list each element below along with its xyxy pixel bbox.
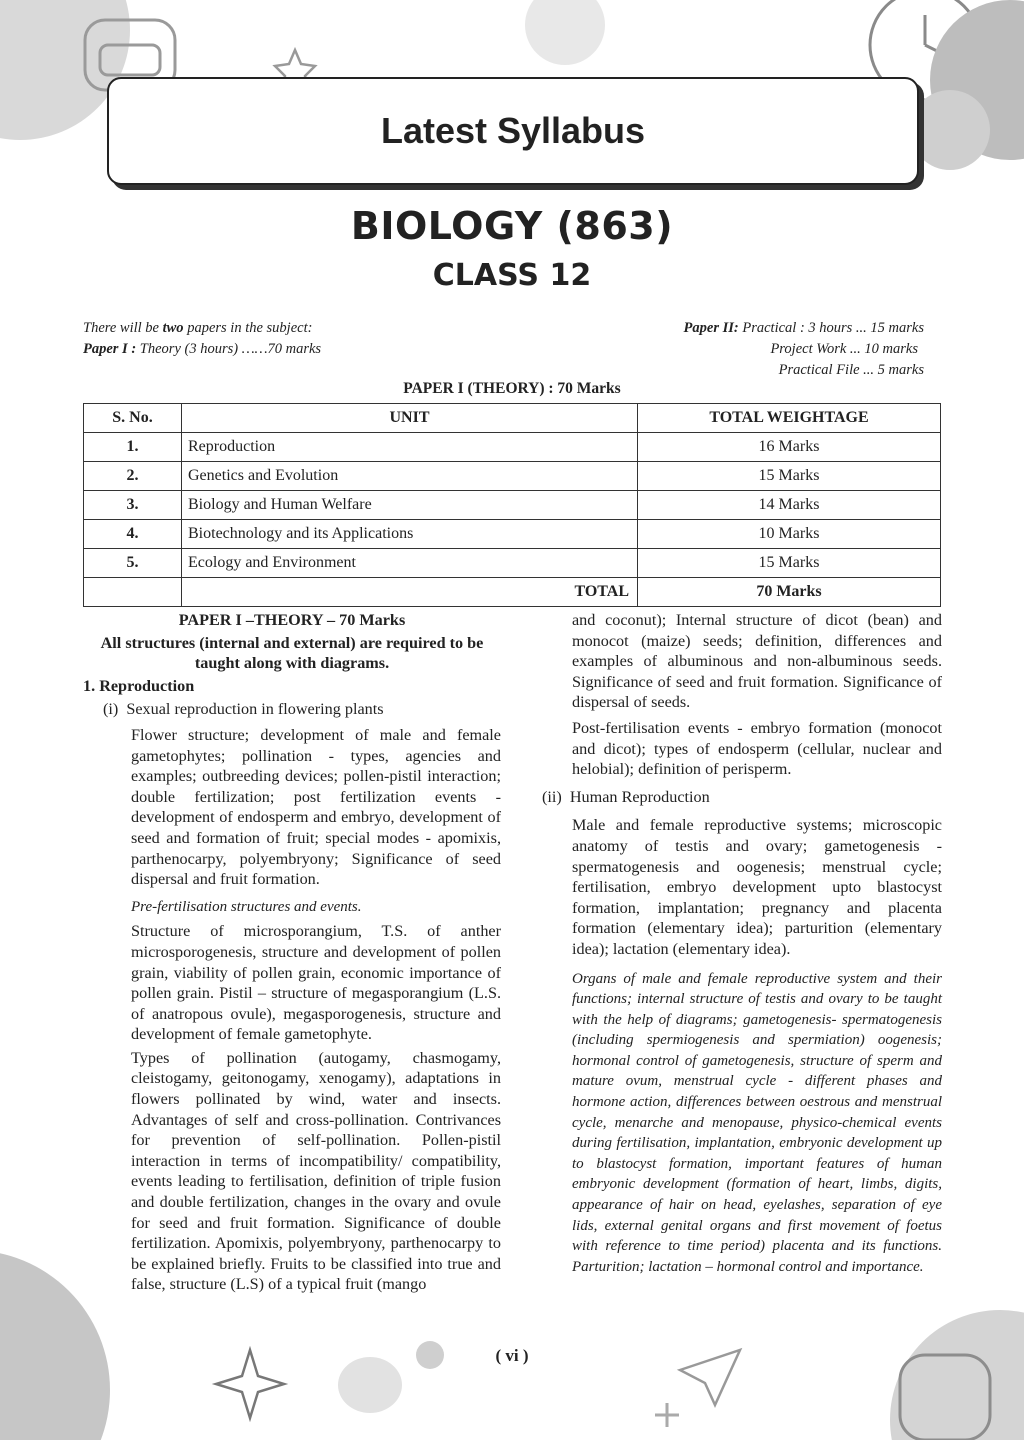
total-value: 70 Marks: [638, 578, 941, 607]
total-empty-cell: [84, 578, 182, 607]
intro-text: There will be: [83, 320, 163, 336]
intro-right: [684, 318, 924, 381]
paper-ii-label: Paper II:: [683, 320, 739, 336]
row-marks: 10 Marks: [638, 520, 941, 549]
table-row: [84, 462, 941, 491]
row-sno: 3.: [84, 491, 182, 520]
class-label: CLASS 12: [432, 258, 592, 293]
top-circle-doodle: [525, 0, 605, 65]
para-microsporangium: Structure of microsporangium, T.S. of anther microsporogenesis, structure and development of pollen grain, viability of pollen grain, economic importance of pollen grain. Pistil – structure of megasporangium (L.S. of anatropous ovule), megasporogenesis, structure and development of female gametophyte.: [131, 922, 501, 1044]
row-unit: Biology and Human Welfare: [182, 491, 638, 520]
para-seeds: and coconut); Internal structure of dicot (bean) and monocot (maize) seeds; definition, differences and examples of albuminous and non-albuminous seeds. Significance of seed and fruit formation. Significance of dispersal of seeds.: [572, 611, 942, 712]
table-header-row: [84, 404, 941, 433]
subject-title: BIOLOGY (863): [350, 204, 674, 248]
para-pollination: Types of pollination (autogamy, chasmogamy, cleistogamy, geitonogamy, xenogamy), adaptations in flowers pollinated by wind, water and insects. Advantages of self and cross-pollination. Contrivances for prevention of self-pollination. Pollen-pistil interaction in terms of incompatibility/ compatibility, events leading to fertilisation, definition of triple fusion and double fertilization, changes in the ovary and ovule for seed and fruit formation. Significance of double fertilization. Apomixis, polyembryony, parthenocarpy to be explained briefly. Fruits to be classified into true and false, structure (L.S) of a typical fruit (mango: [131, 1048, 501, 1294]
intro-bold: two: [162, 320, 184, 336]
para-flower-structure: Flower structure; development of male and female gametophytes; pollination - types, agencies and examples; outbreeding devices; pollen-pistil interaction; double fertilization; post fertilization events - development of endosperm and embryo, development of seed and formation of fruit; special modes - apomixis, parthenocarpy, polyembryony; Significance of seed dispersal and fruit formation.: [131, 725, 501, 889]
sub-human-reproduction: (ii) Human Reproduction: [542, 787, 710, 806]
table-row: [84, 433, 941, 462]
bottom-right-blob: [890, 1310, 1024, 1440]
title-banner: [107, 77, 919, 185]
italic-para-organs: Organs of male and female reproductive system and their functions; internal structure of testis and ovary to be taught with the help of diagrams; gametogenesis- spermatogenesis (including spermiogenesis and spermiation) oogenesis; hormonal control of gametogenesis, structure of sperm and mature ovum, menstrual cycle - different phases and hormone action, differences between oestrous and menstrual cycle, menarche and menopause, physico-chemical events during fertilisation, implantation, embryonic development up to blastocyst formation, important features of human embryonic development (formation of heart, limbs, digits, appearance of hair on head, eyelashes, separation of eye lids, external genital organs and first movement of foetus with reference to time period) placenta and its functions. Parturition; lactation – hormonal control and importance.: [572, 970, 942, 1275]
project-work-text: Project Work ... 10 marks: [770, 341, 918, 357]
table-row: [84, 549, 941, 578]
row-marks: 14 Marks: [638, 491, 941, 520]
left-column: [83, 610, 501, 1295]
right-blob-2: [910, 90, 990, 170]
total-label: TOTAL: [182, 578, 638, 607]
table-total-row: [84, 578, 941, 607]
theory-heading: PAPER I –THEORY – 70 Marks: [178, 611, 406, 629]
para-post-fertilisation: Post-fertilisation events - embryo formation (monocot and dicot); types of endosperm (cellular, nuclear and helobial); definition of perisperm.: [572, 718, 942, 779]
row-marks: 15 Marks: [638, 462, 941, 491]
plus-doodle: [655, 1403, 679, 1427]
header-sno: S. No.: [84, 404, 182, 433]
section-reproduction: 1. Reproduction: [83, 676, 195, 695]
row-unit: Biotechnology and its Applications: [182, 520, 638, 549]
banner-title: Latest Syllabus: [380, 110, 646, 151]
table-caption: PAPER I (THEORY) : 70 Marks: [403, 380, 621, 397]
diagram-note: All structures (internal and external) are required to be taught along with diagrams.: [100, 633, 484, 673]
sub-sexual-reproduction: (i) Sexual reproduction in flowering plants: [103, 700, 384, 719]
row-unit: Genetics and Evolution: [182, 462, 638, 491]
italic-heading-prefert: Pre-fertilisation structures and events.: [131, 898, 362, 915]
header-weightage: TOTAL WEIGHTAGE: [638, 404, 941, 433]
table-row: [84, 491, 941, 520]
table-row: [84, 520, 941, 549]
row-sno: 4.: [84, 520, 182, 549]
practical-file-text: Practical File ... 5 marks: [778, 362, 924, 378]
row-sno: 5.: [84, 549, 182, 578]
page-number: ( vi ): [495, 1346, 529, 1365]
paper-ii-text: Practical : 3 hours ... 15 marks: [738, 320, 924, 336]
row-unit: Reproduction: [182, 433, 638, 462]
intro-left: [83, 318, 321, 360]
paper-i-label: Paper I :: [83, 341, 137, 357]
row-unit: Ecology and Environment: [182, 549, 638, 578]
right-column: [542, 610, 942, 1277]
paper-i-text: Theory (3 hours) ……70 marks: [136, 341, 322, 357]
units-table: [83, 403, 941, 607]
row-sno: 1.: [84, 433, 182, 462]
intro-text: papers in the subject:: [183, 320, 313, 336]
header-unit: UNIT: [182, 404, 638, 433]
para-reproductive-systems: Male and female reproductive systems; microscopic anatomy of testis and ovary; gametogenesis - spermatogenesis and oogenesis; menstrual cycle; fertilisation, embryo development upto blastocyst formation, implantation; pregnancy and placenta formation (elementary idea); parturition (elementary idea); lactation (elementary idea).: [572, 816, 942, 958]
row-marks: 16 Marks: [638, 433, 941, 462]
row-sno: 2.: [84, 462, 182, 491]
row-marks: 15 Marks: [638, 549, 941, 578]
